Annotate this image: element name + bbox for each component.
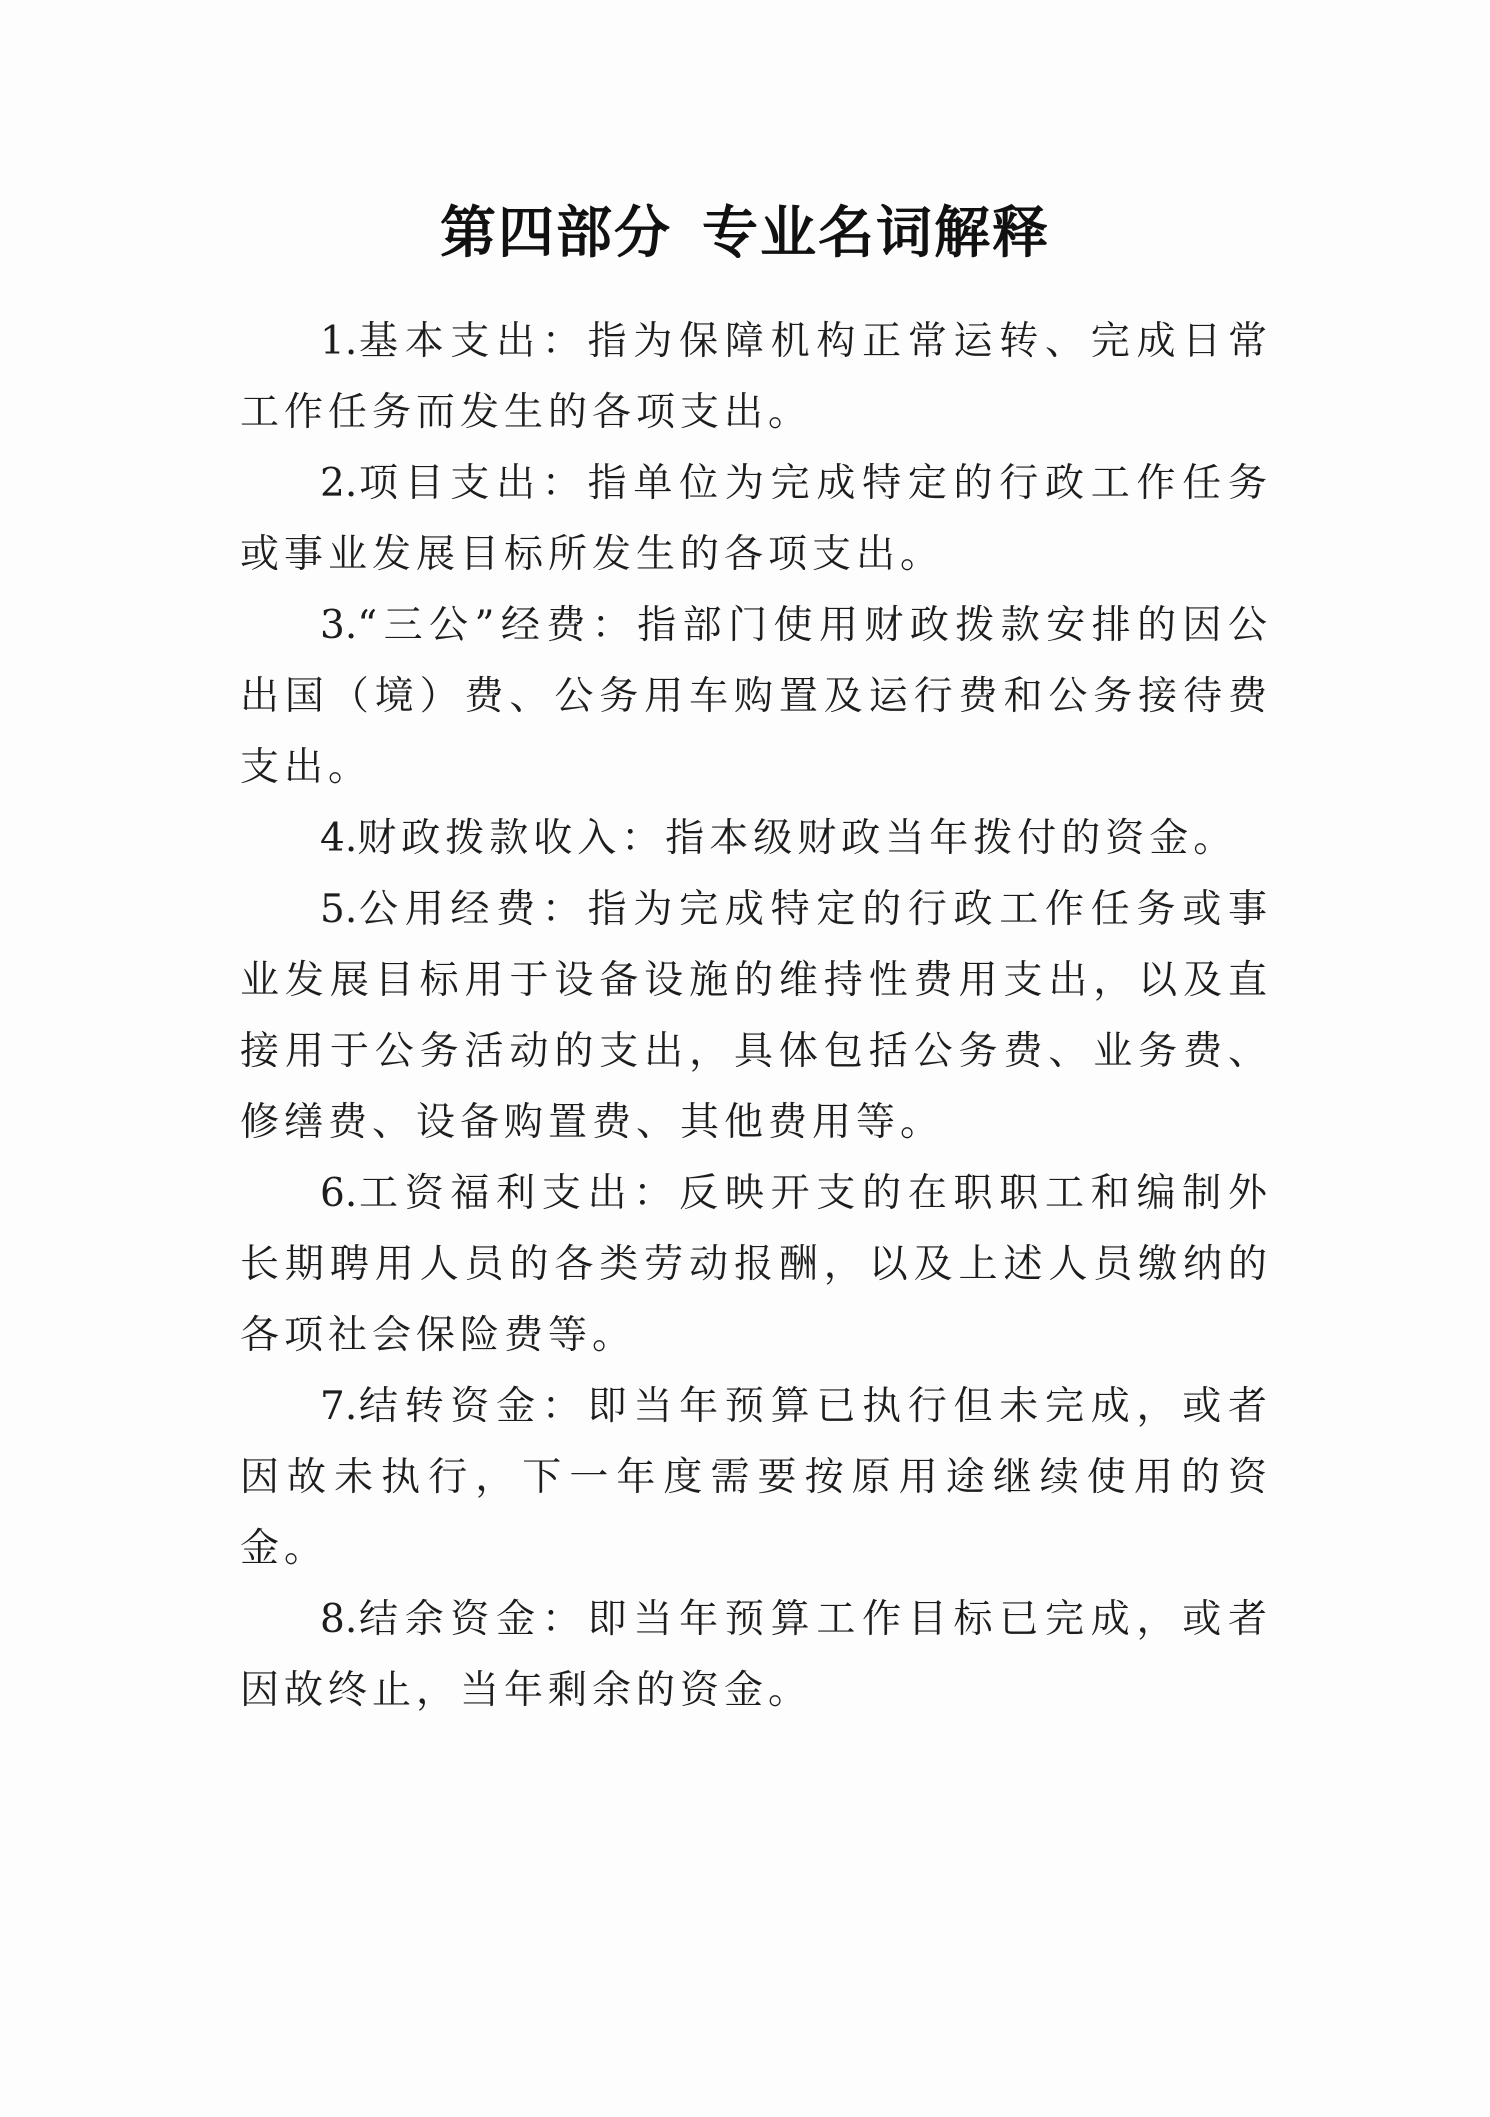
item-number: 7. [320, 1384, 358, 1429]
title-part: 第四部分 [440, 201, 672, 266]
item-number: 5. [320, 887, 358, 932]
item-term: 财政拨款收入： [357, 816, 666, 861]
item-definition: 指部门使用财政拨款安排的因公出国（境）费、公务用车购置及运行费和公务接待费支出。 [240, 603, 1272, 790]
definitions-list [240, 306, 1272, 1726]
item-number: 4. [320, 816, 358, 861]
item-term: 结转资金： [357, 1384, 588, 1429]
definition-item [240, 1158, 1272, 1371]
item-term: 基本支出： [357, 319, 588, 364]
item-number: 2. [320, 461, 358, 506]
item-number: 3. [320, 603, 358, 648]
item-term: 工资福利支出： [357, 1171, 680, 1216]
definition-item [240, 448, 1272, 590]
item-definition: 即当年预算已执行但未完成，或者因故未执行，下一年度需要按原用途继续使用的资金。 [240, 1384, 1272, 1571]
definition-item [240, 590, 1272, 803]
item-definition: 指单位为完成特定的行政工作任务或事业发展目标所发生的各项支出。 [240, 461, 1272, 577]
page-title [0, 200, 1490, 268]
item-number: 6. [320, 1171, 358, 1216]
item-term: 项目支出： [357, 461, 588, 506]
definition-item [240, 1584, 1272, 1726]
item-definition: 反映开支的在职职工和编制外长期聘用人员的各类劳动报酬，以及上述人员缴纳的各项社会保险费等。 [240, 1171, 1272, 1358]
item-definition: 即当年预算工作目标已完成，或者因故终止，当年剩余的资金。 [240, 1597, 1272, 1713]
item-definition: 指为保障机构正常运转、完成日常工作任务而发生的各项支出。 [240, 319, 1272, 435]
item-number: 1. [320, 319, 358, 364]
definition-item [240, 874, 1272, 1158]
item-term: 公用经费： [357, 887, 588, 932]
item-number: 8. [320, 1597, 358, 1642]
item-definition: 指本级财政当年拨付的资金。 [665, 816, 1238, 861]
item-term: 结余资金： [357, 1597, 588, 1642]
title-name: 专业名词解释 [702, 201, 1050, 266]
item-definition: 指为完成特定的行政工作任务或事业发展目标用于设备设施的维持性费用支出，以及直接用于公务活动的支出，具体包括公务费、业务费、修缮费、设备购置费、其他费用等。 [240, 887, 1272, 1145]
definition-item [240, 803, 1272, 874]
item-term: “三公”经费： [357, 603, 638, 648]
definition-item [240, 1371, 1272, 1584]
definition-item [240, 306, 1272, 448]
